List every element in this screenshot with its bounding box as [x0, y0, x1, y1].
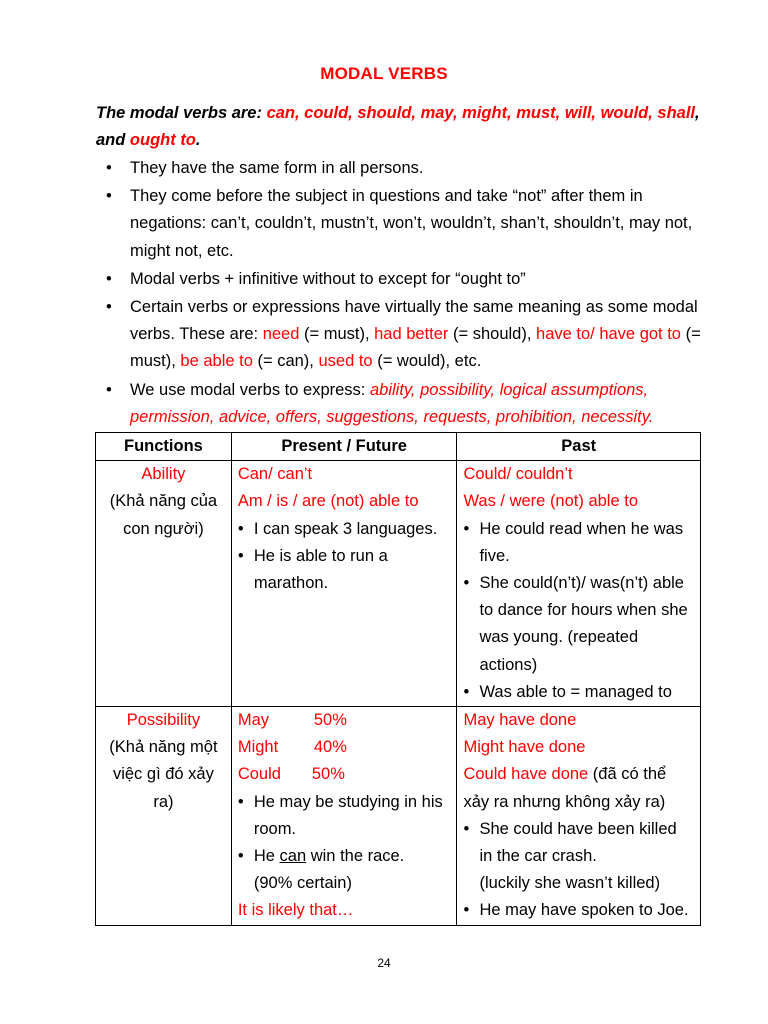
- page-number: 24: [377, 956, 391, 970]
- present-form: [238, 734, 451, 761]
- equiv-have-to-meaning: (= must),: [130, 325, 701, 371]
- present-form: Can/ can’t: [237, 465, 313, 484]
- form-verb: Could: [237, 765, 281, 784]
- form-percent: 50%: [313, 711, 347, 730]
- intro-verbs: can, could, should, may, might, must, will, would, shall: [266, 104, 695, 122]
- form-verb: May: [237, 711, 270, 730]
- past-examples: [463, 516, 694, 706]
- example-item: [238, 843, 451, 897]
- rule-text: Certain verbs or expressions have virtually the same meaning as some modal verbs. These are:: [130, 298, 698, 344]
- function-name: Ability: [141, 465, 186, 484]
- intro-last: ought to: [129, 131, 196, 149]
- present-cell: [231, 707, 457, 926]
- equiv-be-able-to-meaning: (= can),: [252, 352, 319, 371]
- example-item: • I can speak 3 languages.: [238, 516, 451, 543]
- example-note: (90% certain): [253, 874, 352, 893]
- past-form-could: [463, 761, 694, 815]
- rule-item-questions: [96, 183, 702, 265]
- example-item: • She could(n’t)/ was(n’t) able to dance for hours when she was young. (repeated actions): [463, 570, 694, 679]
- example-text: She could have been killed in the car crash.: [479, 819, 677, 866]
- equiv-have-to: have to/ have got to: [536, 325, 681, 344]
- past-form: Could/ couldn’t: [463, 465, 573, 484]
- equiv-had-better: had better: [374, 325, 449, 344]
- example-item: • He may be studying in his room.: [238, 789, 451, 843]
- equiv-need: need: [262, 325, 300, 344]
- example-item: • Was able to = managed to: [463, 679, 694, 706]
- past-form: May have done: [463, 711, 577, 730]
- present-examples: [238, 516, 451, 598]
- rule-text: Modal verbs + infinitive without to except for “ought to”: [130, 269, 526, 288]
- rule-item-express: [96, 377, 702, 431]
- present-form: [238, 707, 451, 734]
- example-item: • He is able to run a marathon.: [238, 543, 451, 597]
- form-percent: 50%: [311, 765, 345, 784]
- example-text: win the race.: [306, 847, 405, 866]
- rule-text: We use modal verbs to express:: [130, 380, 370, 399]
- example-text: He: [253, 847, 280, 866]
- example-item: • He could read when he was five.: [463, 516, 694, 570]
- rules-list: [96, 155, 702, 432]
- equiv-need-meaning: (= must),: [299, 325, 375, 344]
- function-name: Possibility: [126, 711, 201, 730]
- equiv-used-to: used to: [318, 352, 373, 371]
- modal-functions-table: [95, 432, 701, 926]
- equiv-used-to-meaning: (= would), etc.: [372, 352, 482, 371]
- rule-item-infinitive: [96, 266, 702, 293]
- equiv-be-able-to: be able to: [180, 352, 253, 371]
- function-translation: (Khả năng của con người): [109, 492, 218, 538]
- example-note: (luckily she wasn’t killed): [479, 874, 661, 893]
- rule-text: They come before the subject in questions and take “not” after them in negations: can’t, couldn’t, mustn’t, won’t, wouldn’t, shan’t, shouldn’t, may not, might not, etc.: [130, 187, 693, 260]
- header-functions: Functions: [96, 433, 232, 461]
- present-form: Am / is / are (not) able to: [237, 492, 419, 511]
- header-present-future: Present / Future: [231, 433, 457, 461]
- likely-phrase: It is likely that…: [237, 901, 354, 920]
- rule-item-equivalents: [96, 294, 702, 376]
- intro-mid: , and: [96, 104, 700, 149]
- present-examples: [238, 789, 451, 898]
- intro-lead: The modal verbs are:: [96, 104, 267, 122]
- past-cell: [457, 461, 701, 707]
- function-cell: [96, 461, 232, 707]
- intro-end: .: [195, 131, 201, 149]
- present-cell: [231, 461, 457, 707]
- table-header-row: [96, 433, 701, 461]
- rule-text: They have the same form in all persons.: [130, 159, 424, 177]
- example-underlined: can: [279, 847, 307, 866]
- rule-item-same-form: [96, 155, 702, 182]
- form-verb: Might: [237, 738, 279, 757]
- past-form: Could have done: [463, 765, 589, 784]
- equiv-had-better-meaning: (= should),: [448, 325, 537, 344]
- functions-end: .: [648, 407, 654, 426]
- table-row-possibility: [96, 707, 701, 926]
- past-examples: [463, 816, 694, 925]
- past-cell: [457, 707, 701, 926]
- page-title: MODAL VERBS: [320, 64, 448, 83]
- intro-paragraph: [96, 100, 704, 154]
- header-past: Past: [457, 433, 701, 461]
- function-cell: [96, 707, 232, 926]
- past-form: Might have done: [463, 738, 586, 757]
- present-form: [238, 761, 451, 788]
- function-translation: (Khả năng một việc gì đó xảy ra): [109, 738, 218, 811]
- past-form-note: (đã có thể xảy ra nhưng không xảy ra): [463, 765, 667, 811]
- past-form: Was / were (not) able to: [463, 492, 638, 511]
- table-row-ability: [96, 461, 701, 707]
- example-item: • He may have spoken to Joe.: [463, 897, 694, 924]
- form-percent: 40%: [313, 738, 347, 757]
- example-item: [463, 816, 694, 898]
- functions-list: ability, possibility, logical assumptions, permission, advice, offers, suggestions, requests, prohibition, necessity: [130, 380, 649, 426]
